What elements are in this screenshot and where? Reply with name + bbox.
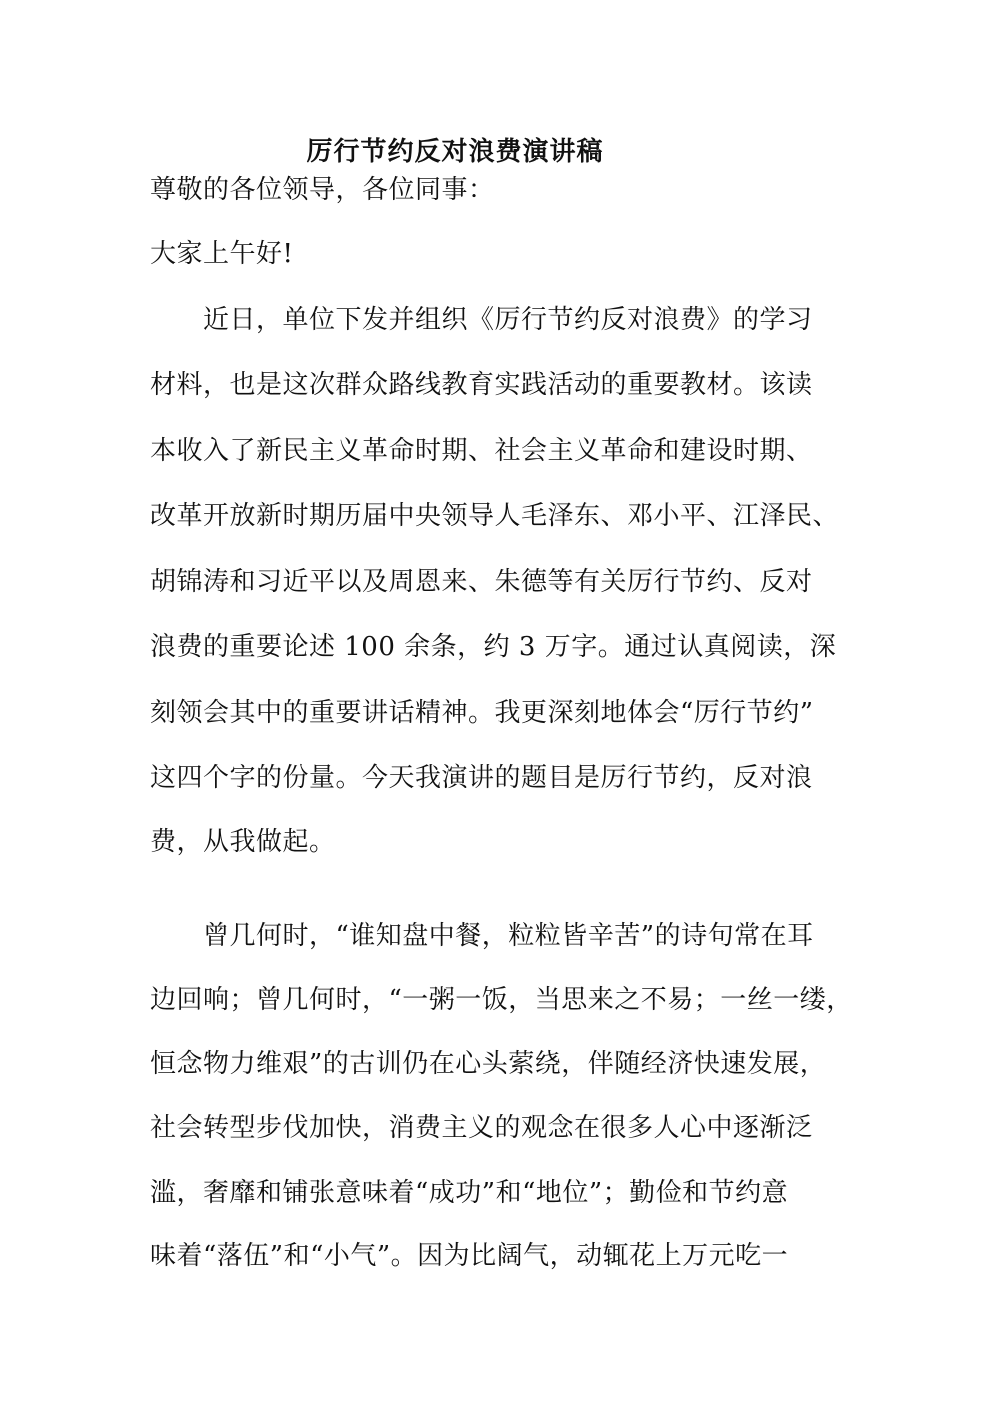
paragraph-line: 这四个字的份量。今天我演讲的题目是厉行节约，反对浪 (150, 763, 813, 793)
paragraph-line: 本收入了新民主义革命时期、社会主义革命和建设时期、 (150, 436, 813, 466)
paragraph-line: 改革开放新时期历届中央领导人毛泽东、邓小平、江泽民、 (150, 501, 840, 531)
greeting: 大家上午好! (150, 239, 294, 269)
salutation: 尊敬的各位领导，各位同事： (150, 175, 495, 205)
paragraph-line: 味着“落伍”和“小气”。因为比阔气，动辄花上万元吃一 (150, 1241, 789, 1271)
paragraph-line: 费，从我做起。 (150, 827, 336, 857)
paragraph-line: 恒念物力维艰”的古训仍在心头萦绕，伴随经济快速发展， (150, 1049, 827, 1079)
paragraph-line: 胡锦涛和习近平以及周恩来、朱德等有关厉行节约、反对 (150, 567, 813, 597)
paragraph-line: 浪费的重要论述 100 余条，约 3 万字。通过认真阅读，深 (150, 632, 837, 662)
document-title: 厉行节约反对浪费演讲稿 (306, 137, 604, 167)
paragraph-line: 曾几何时，“谁知盘中餐，粒粒皆辛苦”的诗句常在耳 (150, 921, 814, 951)
paragraph-line: 滥，奢靡和铺张意味着“成功”和“地位”；勤俭和节约意 (150, 1178, 789, 1208)
paragraph-line: 社会转型步伐加快，消费主义的观念在很多人心中逐渐泛 (150, 1113, 813, 1143)
paragraph-line: 近日，单位下发并组织《厉行节约反对浪费》的学习 (150, 305, 813, 335)
paragraph-line: 刻领会其中的重要讲话精神。我更深刻地体会“厉行节约” (150, 698, 814, 728)
paragraph-line: 边回响；曾几何时，“一粥一饭，当思来之不易；一丝一缕， (150, 985, 853, 1015)
paragraph-line: 材料，也是这次群众路线教育实践活动的重要教材。该读 (150, 370, 813, 400)
